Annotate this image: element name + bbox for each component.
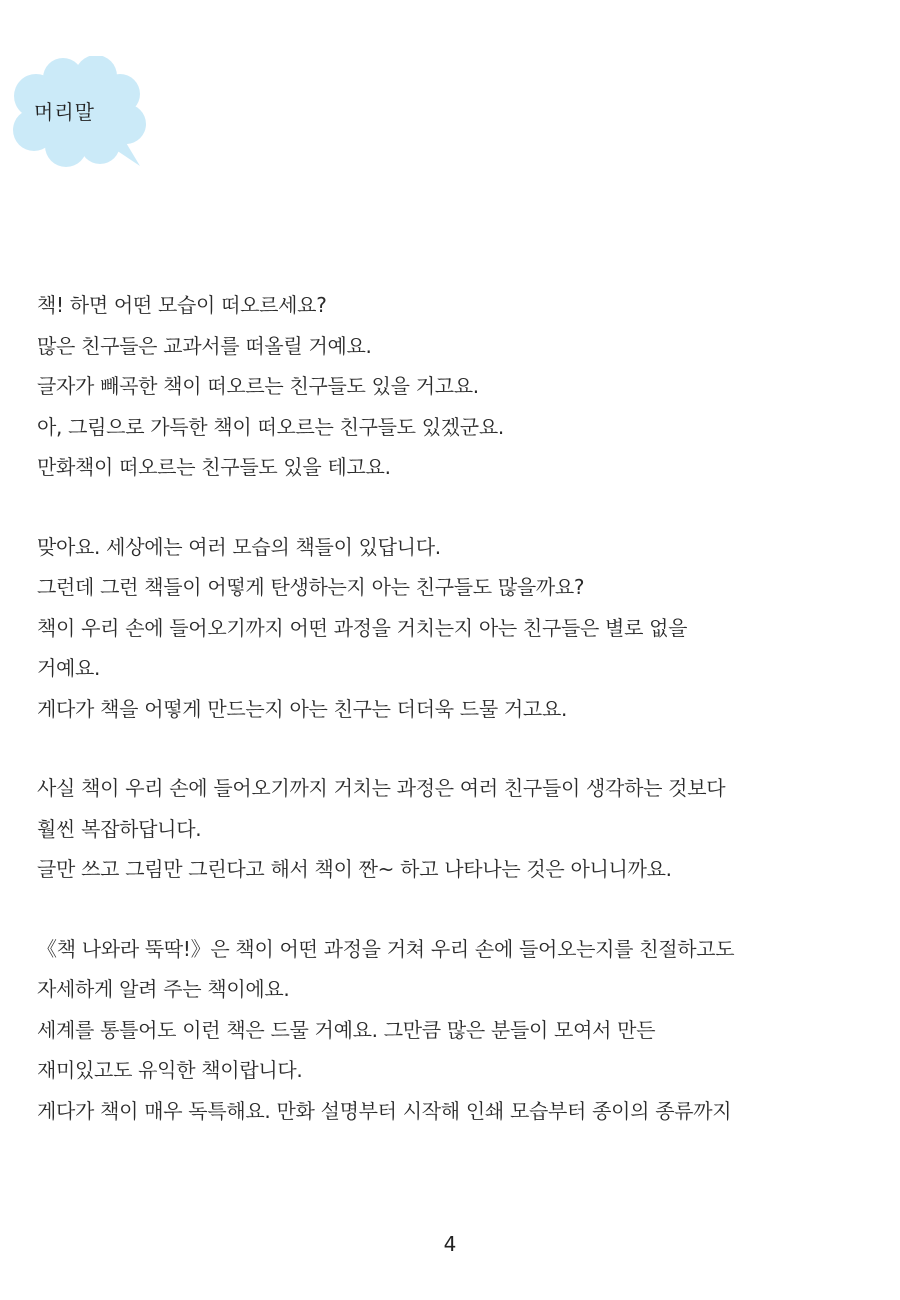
page-title: 머리말 bbox=[34, 100, 95, 124]
text-line: 글만 쓰고 그림만 그린다고 해서 책이 짠~ 하고 나타나는 것은 아니니까요. bbox=[37, 857, 672, 881]
paragraph-3 bbox=[37, 768, 867, 890]
text-line: 책이 우리 손에 들어오기까지 어떤 과정을 거치는지 아는 친구들은 별로 없을 bbox=[37, 615, 688, 640]
text-line: 글자가 빼곡한 책이 떠오르는 친구들도 있을 거고요. bbox=[37, 374, 479, 398]
text-line: 세계를 통틀어도 이런 책은 드물 거예요. 그만큼 많은 분들이 모여서 만든 bbox=[37, 1017, 656, 1042]
text-line: 많은 친구들은 교과서를 떠올릴 거예요. bbox=[37, 333, 372, 358]
text-line: 게다가 책을 어떻게 만드는지 아는 친구는 더더욱 드물 거고요. bbox=[37, 696, 568, 721]
text-line: 사실 책이 우리 손에 들어오기까지 거치는 과정은 여러 친구들이 생각하는 것보다 bbox=[37, 776, 726, 800]
text-line: 게다가 책이 매우 독특해요. 만화 설명부터 시작해 인쇄 모습부터 종이의 종류까지 bbox=[37, 1098, 732, 1123]
text-line: 아, 그림으로 가득한 책이 떠오르는 친구들도 있겠군요. bbox=[37, 414, 504, 439]
text-line: 만화책이 떠오르는 친구들도 있을 테고요. bbox=[37, 455, 391, 479]
paragraph-4 bbox=[37, 929, 867, 1132]
text-line: 《책 나와라 뚝딱!》은 책이 어떤 과정을 거쳐 우리 손에 들어오는지를 친절하고도 bbox=[37, 936, 735, 961]
paragraph-1 bbox=[37, 285, 867, 488]
text-line: 재미있고도 유익한 책이랍니다. bbox=[37, 1058, 303, 1082]
text-line: 훨씬 복잡하답니다. bbox=[37, 816, 202, 841]
text-line: 자세하게 알려 주는 책이에요. bbox=[37, 977, 290, 1001]
text-line: 거예요. bbox=[37, 656, 101, 680]
text-line: 그런데 그런 책들이 어떻게 탄생하는지 아는 친구들도 많을까요? bbox=[37, 575, 585, 599]
text-line: 책! 하면 어떤 모습이 떠오르세요? bbox=[37, 293, 327, 317]
page-number: 4 bbox=[443, 1232, 457, 1256]
paragraph-2 bbox=[37, 527, 867, 730]
preface-body bbox=[37, 285, 867, 1170]
text-line: 맞아요. 세상에는 여러 모습의 책들이 있답니다. bbox=[37, 534, 441, 559]
